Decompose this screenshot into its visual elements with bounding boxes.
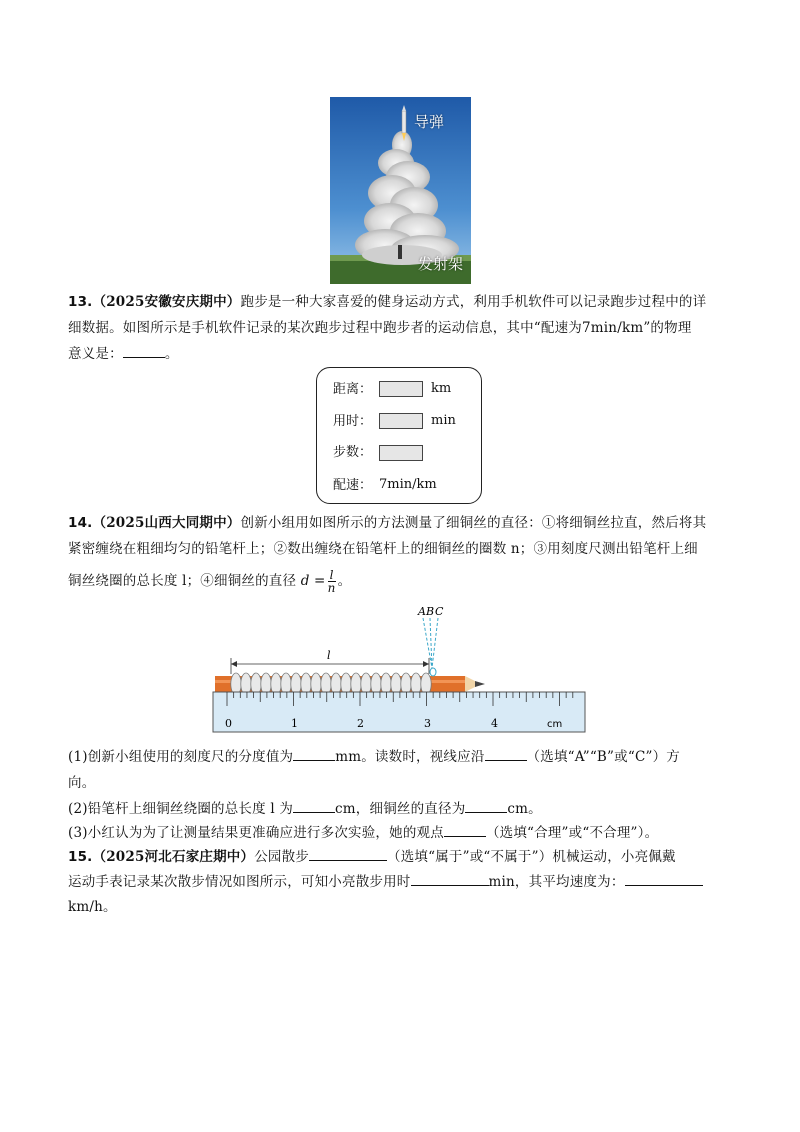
view-label-a: A: [418, 605, 426, 618]
view-label-b: B: [426, 605, 435, 618]
q15-blank-3[interactable]: [625, 870, 703, 886]
ruler-unit: cm: [547, 719, 563, 730]
launcher-label: 发射架: [418, 255, 464, 273]
q15-line1: [68, 844, 676, 870]
q13-text-line1: 跑步是一种大家喜爱的健身运动方式，利用手机软件可以记录跑步过程中的详: [240, 294, 707, 310]
q13-line1: [68, 289, 706, 315]
q14-sub1-line2: 向。: [68, 775, 96, 791]
missile-label: 导弹: [414, 113, 445, 131]
ruler-num-0: 0: [225, 717, 232, 730]
rocket-launch-photo: [330, 97, 471, 284]
q14-line3: [68, 568, 351, 594]
q15-number: 15.: [68, 849, 93, 865]
q14-line2: 紧密缠绕在粗细均匀的铅笔杆上；②数出缠绕在铅笔杆上的细铜丝的圈数 n；③用刻度尺测出铅笔杆上细: [68, 541, 698, 557]
panel-row-time: [333, 410, 456, 432]
formula-fraction: [328, 569, 336, 594]
q15-blank-1[interactable]: [309, 845, 387, 861]
q13-line3: [68, 341, 179, 367]
q14-sub1-line: [68, 744, 680, 770]
pencil-ruler-figure: [205, 600, 595, 738]
q14-source: （2025山西大同期中）: [92, 515, 241, 531]
q13-answer-blank[interactable]: [123, 342, 165, 358]
q14-number: 14.: [68, 515, 93, 531]
running-app-panel: [316, 367, 482, 504]
steps-box: [379, 445, 423, 461]
q14-sub1-blank-1[interactable]: [293, 745, 335, 761]
q14-sub3-blank[interactable]: [444, 821, 486, 837]
q14-sub3-text-a: (3)小红认为为了让测量结果更准确应进行多次实验，她的观点: [68, 825, 444, 841]
time-box: [379, 413, 423, 429]
q13-number: 13.: [68, 294, 93, 310]
formula-numerator: l: [329, 568, 334, 582]
panel-row-distance: [333, 378, 451, 400]
q15-text-d: min，其平均速度为：: [488, 874, 625, 890]
q14-sub3-line: [68, 820, 658, 846]
ruler-num-3: 3: [424, 717, 431, 730]
formula-denominator: n: [327, 581, 336, 595]
q15-line3: km/h。: [68, 899, 117, 915]
q14-sub2-text-c: cm。: [507, 801, 542, 817]
q13-line2: 细数据。如图所示是手机软件记录的某次跑步过程中跑步者的运动信息，其中“配速为7min/km”的物理: [68, 320, 692, 336]
pace-label: 配速：: [333, 477, 373, 493]
q13-period: 。: [164, 346, 179, 362]
q14-text-line3: 铜丝绕圈的总长度 l；④细铜丝的直径: [68, 573, 297, 589]
steps-label: 步数：: [333, 445, 373, 460]
distance-box: [379, 381, 423, 397]
q13-text-line3: 意义是：: [68, 346, 123, 362]
distance-unit: km: [431, 381, 452, 396]
panel-row-steps: [333, 442, 431, 464]
q14-sub1-text-c: （选填“A”“B”或“C”）方: [526, 749, 680, 765]
time-label: 用时：: [333, 413, 373, 429]
length-label: l: [327, 649, 331, 662]
q14-sub2-text-a: (2)铅笔杆上细铜丝绕圈的总长度 l 为: [68, 801, 294, 817]
q14-sub2-line: [68, 796, 542, 822]
q14-sub2-text-b: cm，细铜丝的直径为: [335, 801, 466, 817]
q14-sub3-text-b: （选填“合理”或“不合理”）。: [485, 825, 659, 841]
pencil-ruler-drawing: [205, 600, 595, 738]
formula-lhs: d =: [300, 573, 326, 589]
q14-sub1-text-a: (1)创新小组使用的刻度尺的分度值为: [68, 749, 294, 765]
q14-sub1-blank-2[interactable]: [485, 745, 527, 761]
q14-period: 。: [337, 573, 352, 589]
q15-source: （2025河北石家庄期中）: [92, 849, 255, 865]
view-label-c: C: [435, 605, 444, 618]
ruler-num-1: 1: [291, 717, 298, 730]
ruler-num-2: 2: [357, 717, 364, 730]
q14-sub2-blank-2[interactable]: [465, 797, 507, 813]
pace-value: 7min/km: [379, 477, 437, 492]
q14-text-line1: 创新小组用如图所示的方法测量了细铜丝的直径：①将细铜丝拉直，然后将其: [240, 515, 707, 531]
time-unit: min: [431, 413, 456, 428]
q14-sub1-text-b: mm。读数时，视线应沿: [335, 749, 485, 765]
q15-text-b: （选填“属于”或“不属于”）机械运动，小亮佩戴: [387, 849, 676, 865]
q14-sub2-blank-1[interactable]: [293, 797, 335, 813]
q14-line1: [68, 510, 706, 536]
q15-line2: [68, 869, 703, 895]
ruler-num-4: 4: [491, 717, 498, 730]
q15-text-c: 运动手表记录某次散步情况如图所示，可知小亮散步用时: [68, 874, 411, 890]
panel-row-pace: [333, 474, 437, 496]
distance-label: 距离：: [333, 381, 373, 397]
q15-text-a: 公园散步: [254, 849, 310, 865]
q15-blank-2[interactable]: [411, 870, 489, 886]
q13-source: （2025安徽安庆期中）: [92, 294, 241, 310]
